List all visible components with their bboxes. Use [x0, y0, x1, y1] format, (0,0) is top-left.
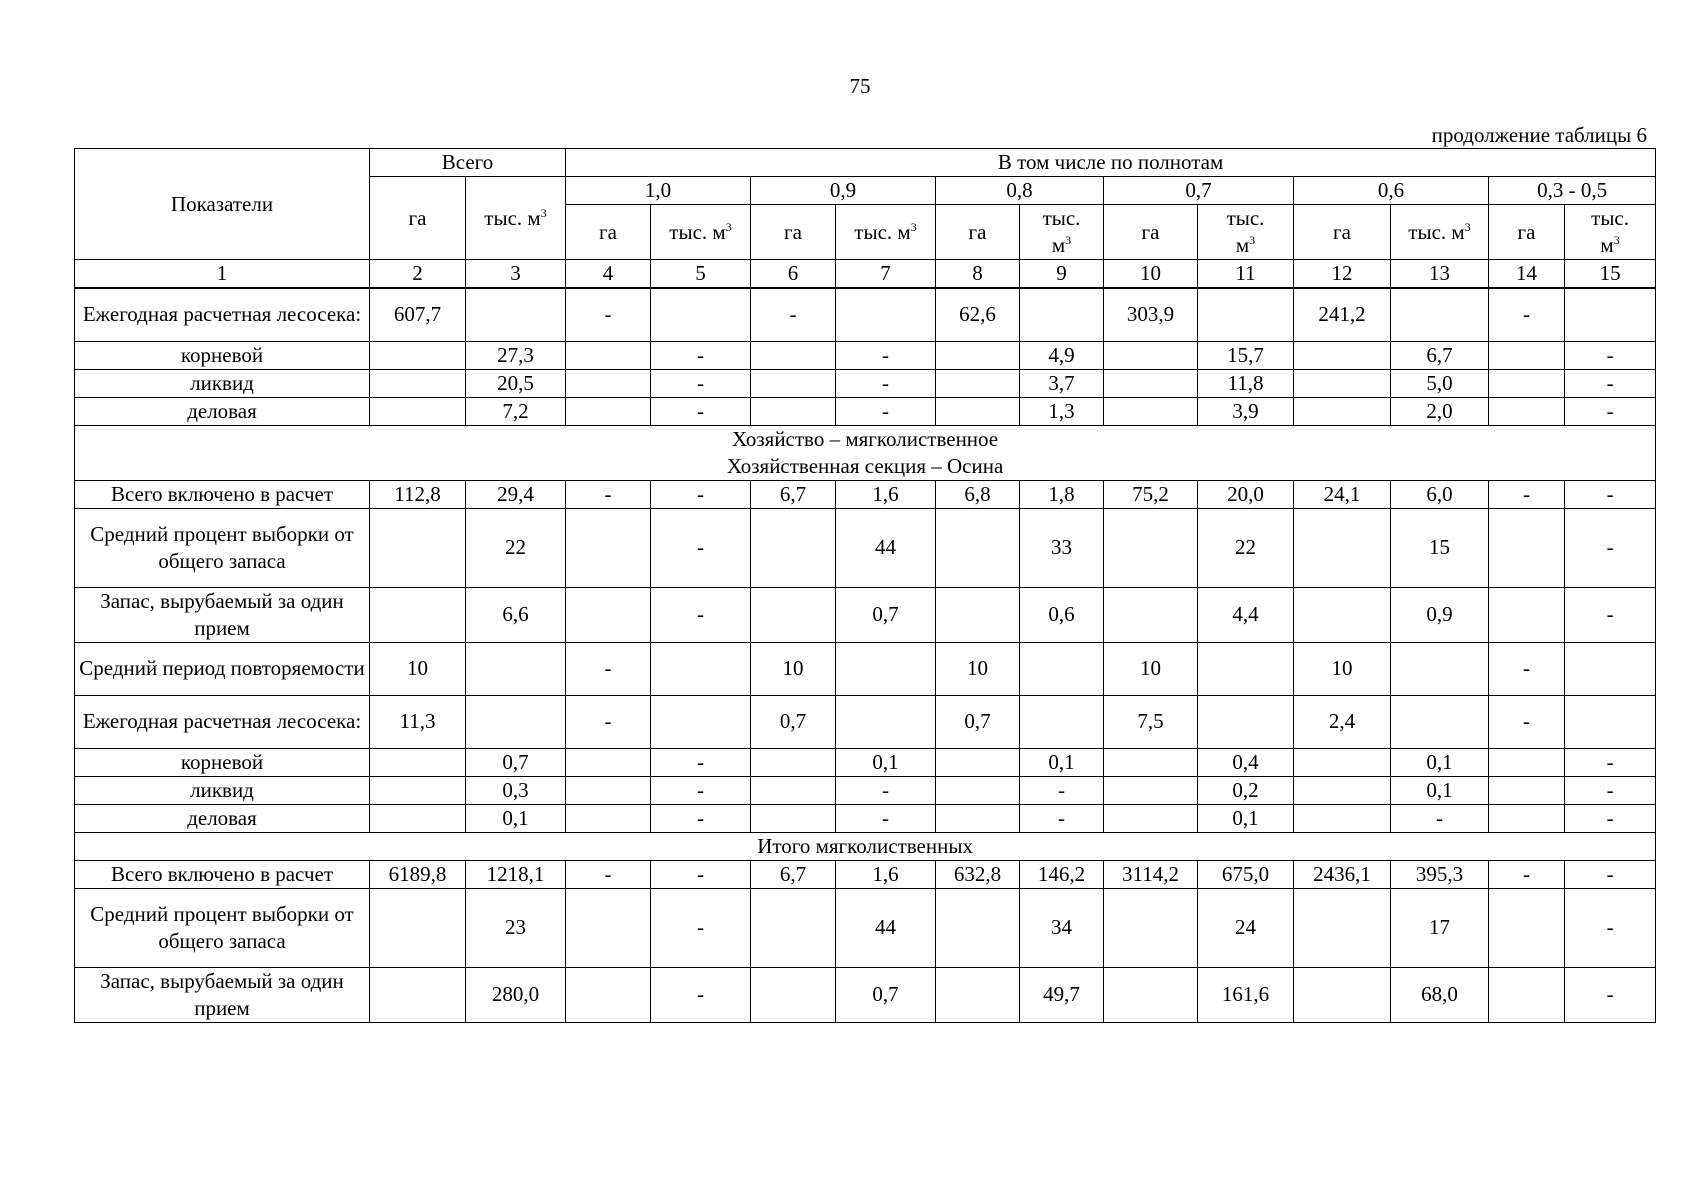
table-cell: 2,0	[1391, 397, 1489, 425]
table-row	[75, 776, 1656, 804]
table-cell: -	[651, 587, 751, 642]
row-label: ликвид	[75, 369, 370, 397]
table-cell	[1104, 776, 1198, 804]
table-cell	[936, 967, 1020, 1022]
table-cell	[1198, 288, 1294, 341]
table-cell: 0,1	[836, 748, 936, 776]
table-cell	[566, 888, 651, 967]
table-cell: 75,2	[1104, 480, 1198, 508]
table-cell	[1391, 695, 1489, 748]
table-cell	[936, 508, 1020, 587]
table-cell	[936, 397, 1020, 425]
table-cell: -	[1565, 860, 1656, 888]
table-cell	[651, 642, 751, 695]
table-row	[75, 341, 1656, 369]
table-cell	[1294, 776, 1391, 804]
header-indicators: Показатели	[75, 149, 370, 260]
table-cell	[1294, 748, 1391, 776]
table-cell	[751, 804, 836, 832]
table-cell: 10	[1294, 642, 1391, 695]
table-cell: 2436,1	[1294, 860, 1391, 888]
table-cell: 161,6	[1198, 967, 1294, 1022]
header-unit-volume: тыс. $м^3$	[1391, 205, 1489, 260]
column-number: 14	[1489, 260, 1565, 289]
table-cell: 0,6	[1020, 587, 1104, 642]
row-label: Ежегодная расчетная лесосека:	[75, 288, 370, 341]
table-cell	[936, 341, 1020, 369]
header-total: Всего	[370, 149, 566, 177]
table-cell	[1489, 748, 1565, 776]
table-cell	[566, 776, 651, 804]
table-cell	[566, 748, 651, 776]
section-title-line: Хозяйство – мягколиственное	[732, 426, 999, 451]
header-unit-ha: га	[751, 205, 836, 260]
table-cell: 675,0	[1198, 860, 1294, 888]
table-cell: 15,7	[1198, 341, 1294, 369]
header-unit-volume: тыс. $м^3$	[1198, 205, 1294, 260]
table-cell	[1020, 695, 1104, 748]
column-number: 8	[936, 260, 1020, 289]
table-cell: -	[751, 288, 836, 341]
table-cell	[751, 748, 836, 776]
row-label: корневой	[75, 748, 370, 776]
table-cell	[936, 776, 1020, 804]
table-cell: 607,7	[370, 288, 466, 341]
table-cell: -	[1565, 397, 1656, 425]
table-cell: 0,3	[466, 776, 566, 804]
table-cell: 1218,1	[466, 860, 566, 888]
table-cell: 6,0	[1391, 480, 1489, 508]
table-cell	[566, 508, 651, 587]
table-cell: -	[836, 804, 936, 832]
table-cell: 3,7	[1020, 369, 1104, 397]
table-cell	[936, 587, 1020, 642]
row-label: ликвид	[75, 776, 370, 804]
table-cell	[751, 341, 836, 369]
table-cell	[1489, 967, 1565, 1022]
table-cell	[1104, 369, 1198, 397]
table-cell: -	[651, 804, 751, 832]
table-cell	[1294, 508, 1391, 587]
table-cell: 1,8	[1020, 480, 1104, 508]
table-cell	[566, 967, 651, 1022]
column-number: 3	[466, 260, 566, 289]
table-cell: -	[1489, 642, 1565, 695]
table-cell: -	[651, 748, 751, 776]
table-cell: 0,4	[1198, 748, 1294, 776]
table-cell: -	[1565, 967, 1656, 1022]
table-cell	[370, 967, 466, 1022]
table-cell: -	[1489, 288, 1565, 341]
header-unit-volume: тыс. $м^3$	[1020, 205, 1104, 260]
table-cell	[1489, 508, 1565, 587]
table-cell: 7,5	[1104, 695, 1198, 748]
column-number: 4	[566, 260, 651, 289]
table-cell	[1020, 288, 1104, 341]
table-cell	[1104, 748, 1198, 776]
table-cell	[751, 967, 836, 1022]
table-cell	[751, 508, 836, 587]
table-cell	[1020, 642, 1104, 695]
table-cell	[751, 888, 836, 967]
table-cell	[1104, 888, 1198, 967]
table-cell	[1104, 508, 1198, 587]
table-cell: 62,6	[936, 288, 1020, 341]
table-cell: 10	[751, 642, 836, 695]
table-cell: 6,7	[1391, 341, 1489, 369]
row-label: Ежегодная расчетная лесосека:	[75, 695, 370, 748]
table-cell	[370, 748, 466, 776]
table-cell: 6,7	[751, 480, 836, 508]
table-cell: -	[566, 288, 651, 341]
table-cell: -	[1489, 860, 1565, 888]
table-cell	[751, 776, 836, 804]
table-cell	[936, 804, 1020, 832]
table-cell	[566, 804, 651, 832]
table-cell: -	[651, 369, 751, 397]
table-cell	[1104, 587, 1198, 642]
header-unit-ha: га	[1294, 205, 1391, 260]
table-cell: -	[651, 341, 751, 369]
header-density: 0,8	[936, 177, 1104, 205]
table-cell	[1489, 587, 1565, 642]
table-cell	[466, 642, 566, 695]
row-label: корневой	[75, 341, 370, 369]
table-cell: 303,9	[1104, 288, 1198, 341]
table-cell: 7,2	[466, 397, 566, 425]
table-cell: -	[1565, 341, 1656, 369]
table-cell: 20,0	[1198, 480, 1294, 508]
table-cell	[1294, 804, 1391, 832]
table-cell	[1104, 341, 1198, 369]
column-number: 2	[370, 260, 466, 289]
table-cell: 1,3	[1020, 397, 1104, 425]
table-cell: 146,2	[1020, 860, 1104, 888]
table-cell: -	[1565, 480, 1656, 508]
table-row	[75, 480, 1656, 508]
table-cell: 632,8	[936, 860, 1020, 888]
table-cell	[370, 341, 466, 369]
table-cell: 6,7	[751, 860, 836, 888]
table-cell: -	[651, 480, 751, 508]
table-cell	[1489, 397, 1565, 425]
row-label: Средний процент выборки от общего запаса	[75, 508, 370, 587]
section-title-row	[75, 425, 1656, 480]
table-cell: -	[651, 860, 751, 888]
section-title	[75, 832, 1656, 860]
column-number: 13	[1391, 260, 1489, 289]
table-cell: 22	[1198, 508, 1294, 587]
header-total-volume: тыс. $м^3$	[466, 177, 566, 260]
table-cell: -	[1565, 748, 1656, 776]
table-row	[75, 587, 1656, 642]
table-row	[75, 288, 1656, 341]
table-cell: 49,7	[1020, 967, 1104, 1022]
table-cell	[1294, 341, 1391, 369]
table-cell: 0,1	[1198, 804, 1294, 832]
table-cell: 1,6	[836, 860, 936, 888]
table-cell: 0,7	[836, 967, 936, 1022]
table-cell: 0,9	[1391, 587, 1489, 642]
table-cell: -	[1489, 480, 1565, 508]
header-total-ha: га	[370, 177, 466, 260]
table-cell: -	[651, 888, 751, 967]
table-cell: 15	[1391, 508, 1489, 587]
table-cell	[566, 369, 651, 397]
section-title	[75, 425, 1656, 480]
table-cell: -	[836, 369, 936, 397]
column-number: 11	[1198, 260, 1294, 289]
column-number: 9	[1020, 260, 1104, 289]
header-unit-volume: тыс. $м^3$	[1565, 205, 1656, 260]
table-cell: 0,1	[466, 804, 566, 832]
table-cell	[466, 288, 566, 341]
table-cell	[1294, 587, 1391, 642]
table-cell	[1489, 776, 1565, 804]
table-cell	[1294, 369, 1391, 397]
table-cell	[651, 288, 751, 341]
table-cell: 68,0	[1391, 967, 1489, 1022]
table-cell: 0,7	[466, 748, 566, 776]
table-cell	[936, 748, 1020, 776]
table-row	[75, 748, 1656, 776]
table-cell: 44	[836, 888, 936, 967]
table-row	[75, 804, 1656, 832]
table-cell: -	[566, 860, 651, 888]
row-label: Средний процент выборки от общего запаса	[75, 888, 370, 967]
table-cell: -	[1565, 804, 1656, 832]
table-cell	[936, 369, 1020, 397]
table-cell: 6,8	[936, 480, 1020, 508]
table-cell	[1391, 642, 1489, 695]
table-cell	[370, 369, 466, 397]
table-cell: 33	[1020, 508, 1104, 587]
table-cell: 10	[1104, 642, 1198, 695]
table-cell	[1198, 642, 1294, 695]
table-cell: 280,0	[466, 967, 566, 1022]
row-label: Всего включено в расчет	[75, 860, 370, 888]
table-cell	[566, 341, 651, 369]
table-cell: -	[566, 695, 651, 748]
header-unit-volume: тыс. $м^3$	[836, 205, 936, 260]
column-number: 6	[751, 260, 836, 289]
table-cell	[1104, 967, 1198, 1022]
table-cell: 10	[370, 642, 466, 695]
table-cell: 0,7	[751, 695, 836, 748]
table-cell: 0,7	[836, 587, 936, 642]
table-cell: -	[1565, 369, 1656, 397]
table-cell	[1294, 888, 1391, 967]
table-cell: 27,3	[466, 341, 566, 369]
table-cell	[370, 804, 466, 832]
table-cell: -	[836, 776, 936, 804]
table-cell: 0,1	[1391, 776, 1489, 804]
table-cell: 6189,8	[370, 860, 466, 888]
table-cell: 395,3	[1391, 860, 1489, 888]
header-unit-volume: тыс. $м^3$	[651, 205, 751, 260]
table-cell: 29,4	[466, 480, 566, 508]
table-cell: -	[1565, 508, 1656, 587]
table-cell	[1294, 397, 1391, 425]
table-cell	[1565, 695, 1656, 748]
table-cell: 4,9	[1020, 341, 1104, 369]
header-by-density: В том числе по полнотам	[566, 149, 1656, 177]
table-cell	[836, 288, 936, 341]
table-cell	[836, 695, 936, 748]
table-cell: -	[651, 508, 751, 587]
page-number: 75	[849, 74, 871, 98]
table-cell: 2,4	[1294, 695, 1391, 748]
header-density: 1,0	[566, 177, 751, 205]
table-cell: 4,4	[1198, 587, 1294, 642]
table-row	[75, 860, 1656, 888]
table-cell: -	[566, 480, 651, 508]
table-cell	[566, 397, 651, 425]
table-row	[75, 695, 1656, 748]
table-cell: 0,7	[936, 695, 1020, 748]
column-number: 7	[836, 260, 936, 289]
row-label: Запас, вырубаемый за один прием	[75, 587, 370, 642]
column-number: 1	[75, 260, 370, 289]
column-number: 15	[1565, 260, 1656, 289]
header-density: 0,7	[1104, 177, 1294, 205]
table-cell: 24,1	[1294, 480, 1391, 508]
table-cell: 3,9	[1198, 397, 1294, 425]
table-cell: -	[651, 397, 751, 425]
table-cell: 6,6	[466, 587, 566, 642]
section-title-line: Итого мягколиственных	[757, 833, 973, 858]
table-row	[75, 642, 1656, 695]
table-cell	[370, 888, 466, 967]
table-cell: -	[1020, 804, 1104, 832]
data-table	[74, 148, 1656, 1023]
row-label: Запас, вырубаемый за один прием	[75, 967, 370, 1022]
table-cell: -	[1020, 776, 1104, 804]
section-title-row	[75, 832, 1656, 860]
table-cell: -	[836, 341, 936, 369]
table-cell: 24	[1198, 888, 1294, 967]
table-cell	[836, 642, 936, 695]
table-cell: 112,8	[370, 480, 466, 508]
table-row	[75, 967, 1656, 1022]
column-number: 10	[1104, 260, 1198, 289]
table-row	[75, 397, 1656, 425]
table-cell: 5,0	[1391, 369, 1489, 397]
table-cell	[1198, 695, 1294, 748]
header-density: 0,3 - 0,5	[1489, 177, 1656, 205]
header-unit-ha: га	[1104, 205, 1198, 260]
table-cell: 11,3	[370, 695, 466, 748]
table-cell: 20,5	[466, 369, 566, 397]
table-cell: 44	[836, 508, 936, 587]
header-unit-ha: га	[566, 205, 651, 260]
table-cell: 0,2	[1198, 776, 1294, 804]
table-cell	[1565, 288, 1656, 341]
section-title-line: Хозяйственная секция – Осина	[726, 453, 1004, 478]
table-cell	[751, 587, 836, 642]
table-cell: 3114,2	[1104, 860, 1198, 888]
table-cell	[370, 776, 466, 804]
header-unit-ha: га	[1489, 205, 1565, 260]
row-label: деловая	[75, 804, 370, 832]
table-cell: -	[566, 642, 651, 695]
table-cell	[1565, 642, 1656, 695]
header-density: 0,6	[1294, 177, 1489, 205]
table-cell: -	[1391, 804, 1489, 832]
table-cell: -	[651, 776, 751, 804]
table-cell	[466, 695, 566, 748]
table-cell	[1489, 888, 1565, 967]
table-cell: -	[1489, 695, 1565, 748]
table-cell: 23	[466, 888, 566, 967]
table-cell: 241,2	[1294, 288, 1391, 341]
column-number: 12	[1294, 260, 1391, 289]
table-cell: 11,8	[1198, 369, 1294, 397]
table-cell	[370, 397, 466, 425]
table-caption: продолжение таблицы 6	[1431, 123, 1647, 147]
header-density: 0,9	[751, 177, 936, 205]
table-cell	[1489, 804, 1565, 832]
table-cell: -	[836, 397, 936, 425]
table-cell: 22	[466, 508, 566, 587]
table-row	[75, 369, 1656, 397]
table-cell	[1489, 369, 1565, 397]
table-cell: 0,1	[1020, 748, 1104, 776]
table-row	[75, 888, 1656, 967]
table-cell	[651, 695, 751, 748]
table-cell	[1294, 967, 1391, 1022]
table-cell	[751, 397, 836, 425]
column-number: 5	[651, 260, 751, 289]
table-cell	[566, 587, 651, 642]
table-cell: -	[1565, 776, 1656, 804]
row-label: Средний период повторяемости	[75, 642, 370, 695]
table-cell: -	[1565, 888, 1656, 967]
row-label: деловая	[75, 397, 370, 425]
table-cell	[1489, 341, 1565, 369]
table-row	[75, 508, 1656, 587]
table-cell: -	[651, 967, 751, 1022]
row-label: Всего включено в расчет	[75, 480, 370, 508]
table-cell	[370, 587, 466, 642]
table-cell	[1391, 288, 1489, 341]
table-cell	[936, 888, 1020, 967]
table-cell	[370, 508, 466, 587]
table-cell	[1104, 397, 1198, 425]
table-cell: 10	[936, 642, 1020, 695]
table-cell: -	[1565, 587, 1656, 642]
table-cell	[1104, 804, 1198, 832]
header-unit-ha: га	[936, 205, 1020, 260]
table-cell: 1,6	[836, 480, 936, 508]
column-numbering-row	[75, 260, 1656, 289]
table-cell: 0,1	[1391, 748, 1489, 776]
table-cell: 34	[1020, 888, 1104, 967]
table-cell: 17	[1391, 888, 1489, 967]
table-cell	[751, 369, 836, 397]
